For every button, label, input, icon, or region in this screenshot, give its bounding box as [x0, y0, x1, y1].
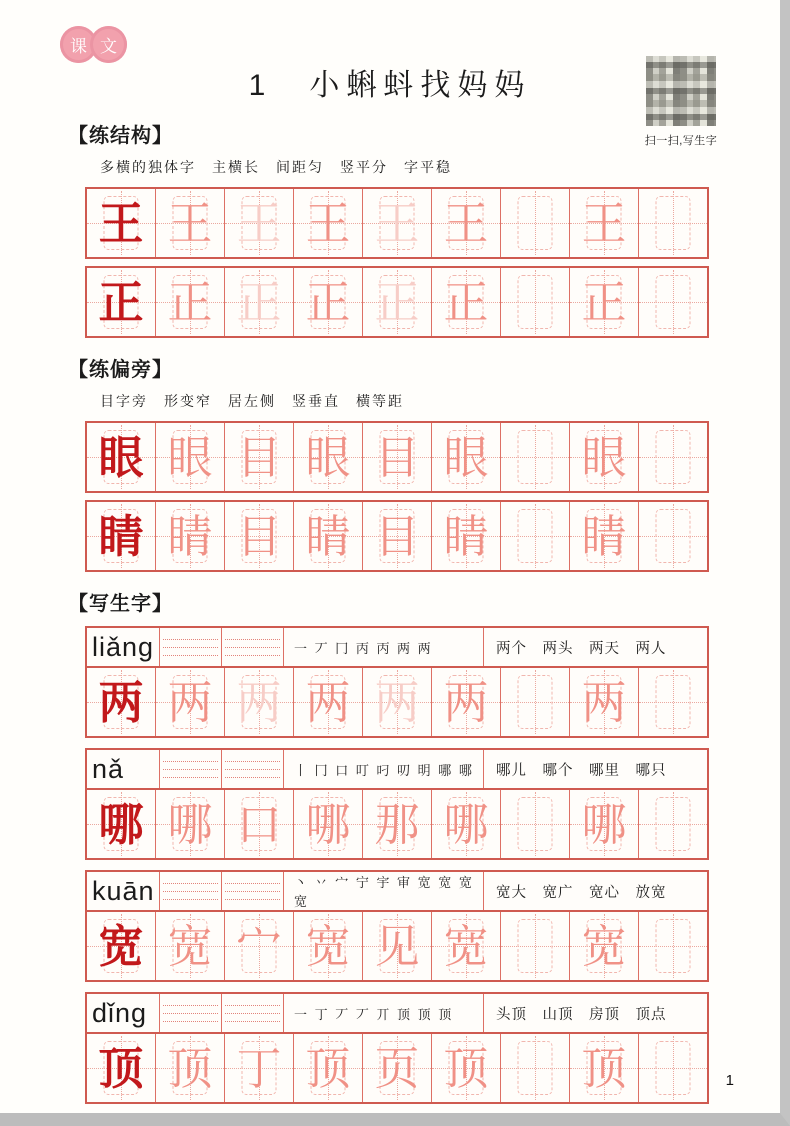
- practice-cell: [500, 268, 569, 336]
- page-content: [0, 119, 780, 1104]
- practice-char: 宽: [167, 920, 213, 972]
- practice-row: [85, 1032, 709, 1104]
- entry-header-row: [85, 992, 709, 1032]
- practice-cell: [638, 912, 707, 980]
- section-heading-radical: 【练偏旁】: [68, 359, 173, 381]
- practice-cell: [362, 668, 431, 736]
- practice-cell: [293, 668, 362, 736]
- page-number: 1: [725, 1072, 734, 1089]
- writing-entries: [85, 626, 720, 1104]
- practice-cell: [638, 189, 707, 257]
- pinyin-guide-line: [163, 639, 218, 640]
- char-outline-box: [518, 196, 553, 250]
- char-outline-box: [518, 675, 553, 729]
- practice-char: 丁: [236, 1042, 282, 1094]
- pinyin-guide-line: [163, 777, 218, 778]
- practice-cell: [224, 912, 293, 980]
- radical-practice-grids: [85, 421, 711, 572]
- practice-row: [85, 266, 709, 338]
- practice-char: 正: [443, 276, 489, 328]
- stroke-order: 一 丁 丆 丆 丌 顶 顶 顶: [283, 994, 483, 1032]
- practice-char: 正: [305, 276, 351, 328]
- practice-char: 口: [236, 798, 282, 850]
- practice-cell: [431, 1034, 500, 1102]
- practice-char: 王: [374, 197, 420, 249]
- practice-cell: [293, 189, 362, 257]
- practice-char: 睛: [305, 510, 351, 562]
- practice-row: [85, 666, 709, 738]
- practice-char: 眼: [443, 431, 489, 483]
- practice-cell: [87, 502, 155, 570]
- practice-cell: [431, 912, 500, 980]
- pinyin-guide-line: [163, 761, 218, 762]
- char-outline-box: [518, 509, 553, 563]
- practice-char: 正: [374, 276, 420, 328]
- stroke-order: 丨 冂 口 叮 叼 叨 明 哪 哪: [283, 750, 483, 788]
- char-outline-box: [656, 797, 691, 851]
- practice-char: 睛: [581, 510, 627, 562]
- practice-cell: [569, 790, 638, 858]
- pinyin-guide-line: [225, 899, 280, 900]
- practice-char: 目: [374, 431, 420, 483]
- qr-caption: 扫一扫,写生字: [644, 135, 718, 147]
- practice-cell: [362, 268, 431, 336]
- practice-cell: [500, 1034, 569, 1102]
- char-outline-box: [518, 275, 553, 329]
- pinyin-guide-line: [163, 883, 218, 884]
- practice-cell: [431, 423, 500, 491]
- char-outline-box: [656, 275, 691, 329]
- practice-char: 正: [236, 276, 282, 328]
- example-words: 哪儿 哪个 哪里 哪只: [483, 750, 707, 788]
- practice-cell: [431, 668, 500, 736]
- pinyin-practice-cell: [159, 994, 221, 1032]
- pinyin-practice-cell: [221, 872, 283, 910]
- practice-cell: [500, 189, 569, 257]
- practice-char: 目: [374, 510, 420, 562]
- practice-cell: [362, 189, 431, 257]
- practice-cell: [87, 668, 155, 736]
- practice-char: 两: [443, 676, 489, 728]
- pinyin-guide-line: [225, 777, 280, 778]
- lesson-title: 1 小蝌蚪找妈妈: [248, 69, 532, 102]
- pinyin-guide-line: [225, 883, 280, 884]
- pinyin-guide-line: [163, 891, 218, 892]
- badge-circle-1: 课: [60, 26, 97, 63]
- practice-char: 宽: [98, 920, 144, 972]
- practice-cell: [638, 790, 707, 858]
- practice-char: 王: [236, 197, 282, 249]
- stroke-order: 一 丆 冂 丙 丙 两 两: [283, 628, 483, 666]
- pinyin-label: nǎ: [92, 753, 125, 784]
- practice-cell: [569, 268, 638, 336]
- char-outline-box: [518, 797, 553, 851]
- pinyin-practice-cell: [159, 872, 221, 910]
- char-outline-box: [656, 919, 691, 973]
- practice-char: 正: [98, 276, 144, 328]
- practice-char: 王: [581, 197, 627, 249]
- practice-row: [85, 187, 709, 259]
- pinyin-practice-cell: [221, 994, 283, 1032]
- practice-cell: [500, 790, 569, 858]
- section-heading-writing: 【写生字】: [68, 593, 173, 615]
- practice-cell: [500, 502, 569, 570]
- practice-char: 宽: [581, 920, 627, 972]
- practice-char: 顶: [305, 1042, 351, 1094]
- pinyin-label: dǐng: [92, 997, 148, 1028]
- example-words: 头顶 山顶 房顶 顶点: [483, 994, 707, 1032]
- practice-cell: [362, 502, 431, 570]
- practice-cell: [155, 423, 224, 491]
- pinyin-guide-line: [163, 899, 218, 900]
- practice-cell: [224, 790, 293, 858]
- practice-cell: [569, 912, 638, 980]
- practice-row: [85, 421, 709, 493]
- pinyin-guide-line: [163, 769, 218, 770]
- practice-cell: [155, 912, 224, 980]
- example-words: 宽大 宽广 宽心 放宽: [483, 872, 707, 910]
- pinyin-guide-line: [163, 647, 218, 648]
- section-heading-structure: 【练结构】: [68, 125, 173, 147]
- pinyin-guide-line: [225, 769, 280, 770]
- practice-char: 哪: [305, 798, 351, 850]
- practice-char: 两: [167, 676, 213, 728]
- practice-char: 王: [98, 197, 144, 249]
- writing-entry: [85, 626, 709, 738]
- practice-cell: [155, 502, 224, 570]
- practice-char: 哪: [167, 798, 213, 850]
- practice-char: 眼: [167, 431, 213, 483]
- practice-cell: [155, 268, 224, 336]
- pinyin-practice-cell: [159, 750, 221, 788]
- practice-cell: [500, 423, 569, 491]
- example-words: 两个 两头 两天 两人: [483, 628, 707, 666]
- practice-char: 哪: [581, 798, 627, 850]
- char-outline-box: [518, 919, 553, 973]
- practice-char: 顶: [167, 1042, 213, 1094]
- practice-char: 页: [374, 1042, 420, 1094]
- pinyin-guide-line: [163, 1013, 218, 1014]
- qr-code-image: [646, 56, 716, 126]
- radical-tips: 目字旁 形变窄 居左侧 竖垂直 横等距: [100, 393, 404, 409]
- practice-cell: [362, 423, 431, 491]
- practice-cell: [87, 189, 155, 257]
- practice-cell: [224, 189, 293, 257]
- lesson-type-badge: [60, 26, 127, 63]
- pinyin-guide-line: [225, 1005, 280, 1006]
- pinyin-guide-line: [225, 1013, 280, 1014]
- practice-cell: [155, 790, 224, 858]
- practice-char: 眼: [581, 431, 627, 483]
- practice-cell: [638, 1034, 707, 1102]
- practice-char: 王: [305, 197, 351, 249]
- practice-char: 两: [236, 676, 282, 728]
- practice-cell: [87, 912, 155, 980]
- practice-cell: [431, 268, 500, 336]
- pinyin-guide-line: [163, 1021, 218, 1022]
- practice-char: 顶: [98, 1042, 144, 1094]
- practice-cell: [87, 423, 155, 491]
- practice-cell: [569, 502, 638, 570]
- char-outline-box: [656, 430, 691, 484]
- practice-row: [85, 500, 709, 572]
- pinyin-guide-line: [225, 639, 280, 640]
- stroke-order: 丶 丷 宀 宁 宇 审 宽 宽 宽 宽: [283, 872, 483, 910]
- practice-cell: [293, 502, 362, 570]
- writing-entry: [85, 992, 709, 1104]
- practice-char: 两: [374, 676, 420, 728]
- practice-cell: [87, 1034, 155, 1102]
- practice-cell: [431, 189, 500, 257]
- practice-char: 两: [305, 676, 351, 728]
- practice-cell: [87, 790, 155, 858]
- qr-block: [636, 56, 726, 148]
- practice-char: 王: [443, 197, 489, 249]
- practice-char: 目: [236, 510, 282, 562]
- pinyin-guide-line: [163, 655, 218, 656]
- practice-char: 正: [581, 276, 627, 328]
- pinyin-practice-cell: [159, 628, 221, 666]
- practice-cell: [224, 423, 293, 491]
- practice-cell: [293, 268, 362, 336]
- practice-cell: [224, 668, 293, 736]
- practice-cell: [155, 1034, 224, 1102]
- practice-char: 见: [374, 920, 420, 972]
- char-outline-box: [656, 509, 691, 563]
- char-outline-box: [656, 675, 691, 729]
- practice-cell: [362, 790, 431, 858]
- pinyin-guide-line: [225, 647, 280, 648]
- pinyin-guide-line: [225, 761, 280, 762]
- practice-cell: [569, 423, 638, 491]
- char-outline-box: [656, 196, 691, 250]
- practice-cell: [500, 668, 569, 736]
- practice-cell: [638, 502, 707, 570]
- practice-char: 目: [236, 431, 282, 483]
- practice-char: 睛: [98, 510, 144, 562]
- practice-char: 睛: [167, 510, 213, 562]
- practice-cell: [638, 268, 707, 336]
- practice-cell: [224, 1034, 293, 1102]
- char-outline-box: [656, 1041, 691, 1095]
- entry-header-row: [85, 748, 709, 788]
- pinyin-label: liǎng: [92, 631, 155, 662]
- practice-char: 眼: [305, 431, 351, 483]
- practice-cell: [293, 1034, 362, 1102]
- practice-char: 王: [167, 197, 213, 249]
- practice-cell: [638, 423, 707, 491]
- practice-char: 正: [167, 276, 213, 328]
- entry-header-row: [85, 870, 709, 910]
- practice-cell: [293, 790, 362, 858]
- char-outline-box: [518, 1041, 553, 1095]
- practice-cell: [155, 668, 224, 736]
- practice-char: 顶: [443, 1042, 489, 1094]
- practice-char: 顶: [581, 1042, 627, 1094]
- practice-cell: [500, 912, 569, 980]
- badge-circle-2: 文: [90, 26, 127, 63]
- practice-char: 那: [374, 798, 420, 850]
- writing-entry: [85, 748, 709, 860]
- practice-cell: [569, 668, 638, 736]
- pinyin-guide-line: [225, 891, 280, 892]
- pinyin-practice-cell: [221, 628, 283, 666]
- practice-char: 宽: [443, 920, 489, 972]
- practice-cell: [569, 189, 638, 257]
- practice-cell: [362, 912, 431, 980]
- structure-practice-grids: [85, 187, 711, 338]
- practice-cell: [155, 189, 224, 257]
- structure-tips: 多横的独体字 主横长 间距匀 竖平分 字平稳: [100, 159, 452, 175]
- practice-cell: [431, 790, 500, 858]
- pinyin-guide-line: [225, 1021, 280, 1022]
- practice-cell: [87, 268, 155, 336]
- pinyin-guide-line: [225, 655, 280, 656]
- practice-cell: [293, 912, 362, 980]
- practice-char: 眼: [98, 431, 144, 483]
- practice-char: 哪: [98, 798, 144, 850]
- practice-char: 两: [98, 676, 144, 728]
- pinyin-practice-cell: [221, 750, 283, 788]
- practice-cell: [638, 668, 707, 736]
- practice-cell: [224, 502, 293, 570]
- practice-char: 睛: [443, 510, 489, 562]
- char-outline-box: [518, 430, 553, 484]
- practice-cell: [431, 502, 500, 570]
- practice-char: 宀: [236, 920, 282, 972]
- practice-cell: [569, 1034, 638, 1102]
- writing-entry: [85, 870, 709, 982]
- practice-char: 两: [581, 676, 627, 728]
- pinyin-guide-line: [163, 1005, 218, 1006]
- practice-cell: [362, 1034, 431, 1102]
- practice-char: 宽: [305, 920, 351, 972]
- practice-cell: [293, 423, 362, 491]
- entry-header-row: [85, 626, 709, 666]
- practice-row: [85, 910, 709, 982]
- practice-cell: [224, 268, 293, 336]
- practice-row: [85, 788, 709, 860]
- practice-char: 哪: [443, 798, 489, 850]
- pinyin-label: kuān: [92, 875, 155, 906]
